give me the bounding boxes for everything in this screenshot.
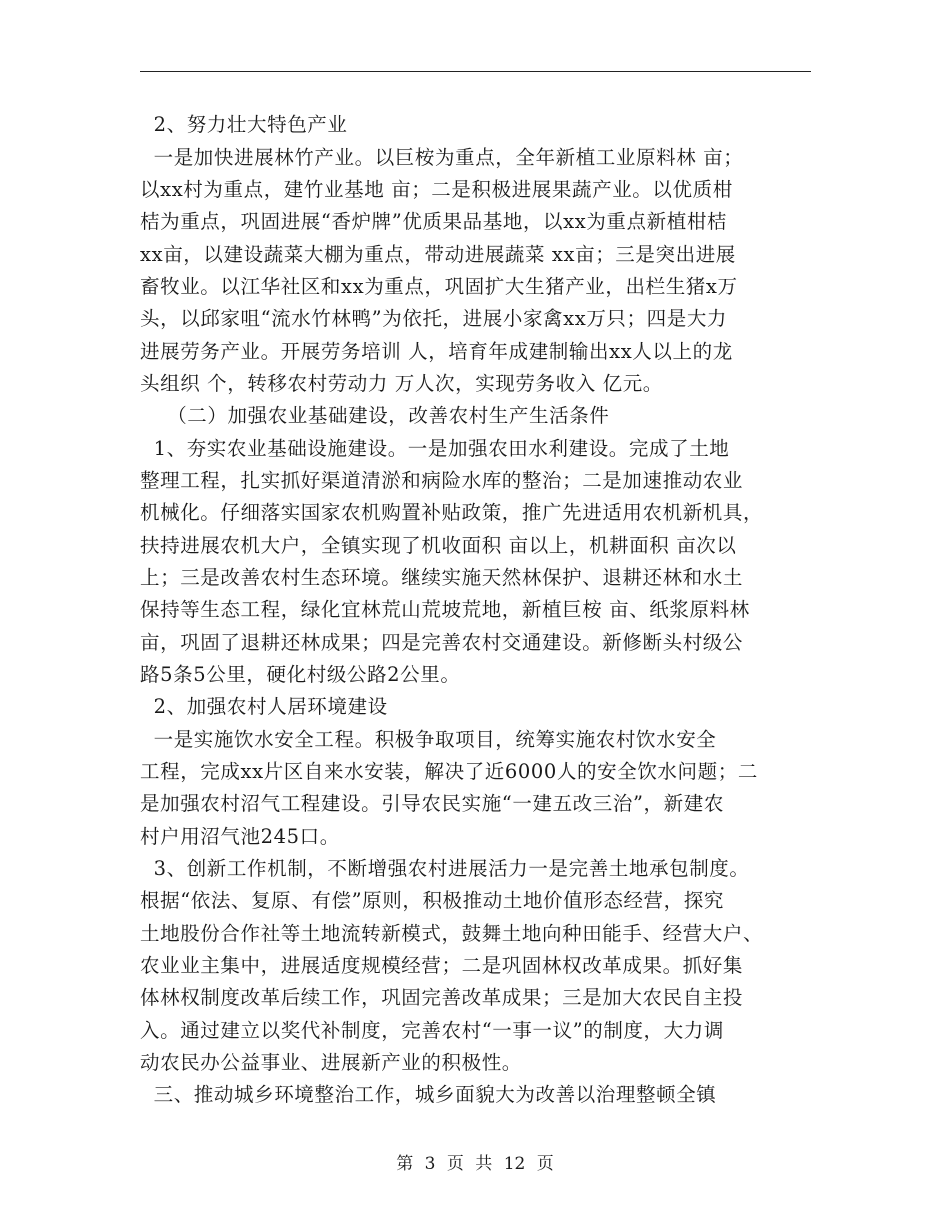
text-line: 农业业主集中，进展适度规模经营；二是巩固林权改革成果。抓好集 — [140, 954, 744, 977]
text-line: xx亩，以建设蔬菜大棚为重点，带动进展蔬菜 xx亩；三是突出进展 — [140, 243, 736, 266]
text-line: 一是实施饮水安全工程。积极争取项目，统筹实施农村饮水安全 — [140, 728, 717, 751]
text-line: 体林权制度改革后续工作，巩固完善改革成果；三是加大农民自主投 — [140, 986, 744, 1009]
text-line: 动农民办公益事业、进展新产业的积极性。 — [140, 1051, 522, 1074]
text-line: 入。通过建立以奖代补制度，完善农村“一事一议”的制度，大力调 — [140, 1019, 724, 1042]
text-line: 村户用沼气池245口。 — [140, 825, 340, 848]
text-line: 保持等生态工程，绿化宜林荒山荒坡荒地，新植巨桉 亩、纸浆原料林 — [140, 598, 750, 621]
page-number: 第 3 页 共 12 页 — [396, 1154, 554, 1174]
text-line: 进展劳务产业。开展劳务培训 人，培育年成建制输出xx人以上的龙 — [140, 340, 733, 363]
text-line: 机械化。仔细落实国家农机购置补贴政策，推广先进适用农机新机具， — [140, 501, 764, 524]
section-heading: （二）加强农业基础建设，改善农村生产生活条件 — [140, 404, 610, 427]
text-line: 三、推动城乡环境整治工作，城乡面貌大为改善以治理整顿全镇 — [140, 1083, 717, 1106]
text-line: 土地股份合作社等土地流转新模式，鼓舞土地向种田能手、经营大户、 — [140, 922, 764, 945]
text-line: 2、加强农村人居环境建设 — [140, 695, 388, 718]
text-line: 1、夯实农业基础设施建设。一是加强农田水利建设。完成了土地 — [140, 437, 730, 460]
text-line: 路5条5公里，硬化村级公路2公里。 — [140, 663, 461, 686]
text-line: 亩，巩固了退耕还林成果；四是完善农村交通建设。新修断头村级公 — [140, 631, 744, 654]
text-line: 头，以邱家咀“流水竹林鸭”为依托，进展小家禽xx万只；四是大力 — [140, 307, 728, 330]
text-line: 整理工程，扎实抓好渠道清淤和病险水库的整治；二是加速推动农业 — [140, 469, 744, 492]
text-line: 以xx村为重点，建竹业基地 亩；二是积极进展果蔬产业。以优质柑 — [140, 178, 733, 201]
text-line: 3、创新工作机制，不断增强农村进展活力一是完善土地承包制度。 — [140, 857, 750, 880]
text-line: 工程，完成xx片区自来水安装，解决了近6000人的安全饮水问题；二 — [140, 760, 758, 783]
text-line: 桔为重点，巩固进展“香炉牌”优质果品基地，以xx为重点新植柑桔 — [140, 210, 728, 233]
text-line: 上；三是改善农村生态环境。继续实施天然林保护、退耕还林和水土 — [140, 566, 744, 589]
text-line: 一是加快进展林竹产业。以巨桉为重点，全年新植工业原料林 亩； — [140, 146, 744, 169]
text-line: 头组织 个，转移农村劳动力 万人次，实现劳务收入 亿元。 — [140, 372, 663, 395]
text-line: 根据“依法、复原、有偿”原则，积极推动土地价值形态经营，探究 — [140, 889, 724, 912]
text-line: 畜牧业。以江华社区和xx为重点，巩固扩大生猪产业，出栏生猪x万 — [140, 275, 738, 298]
header-rule — [140, 71, 811, 72]
text-line: 扶持进展农机大户，全镇实现了机收面积 亩以上，机耕面积 亩次以 — [140, 534, 737, 557]
text-line: 2、努力壮大特色产业 — [140, 113, 348, 136]
text-line: 是加强农村沼气工程建设。引导农民实施“一建五改三治”，新建农 — [140, 792, 724, 815]
